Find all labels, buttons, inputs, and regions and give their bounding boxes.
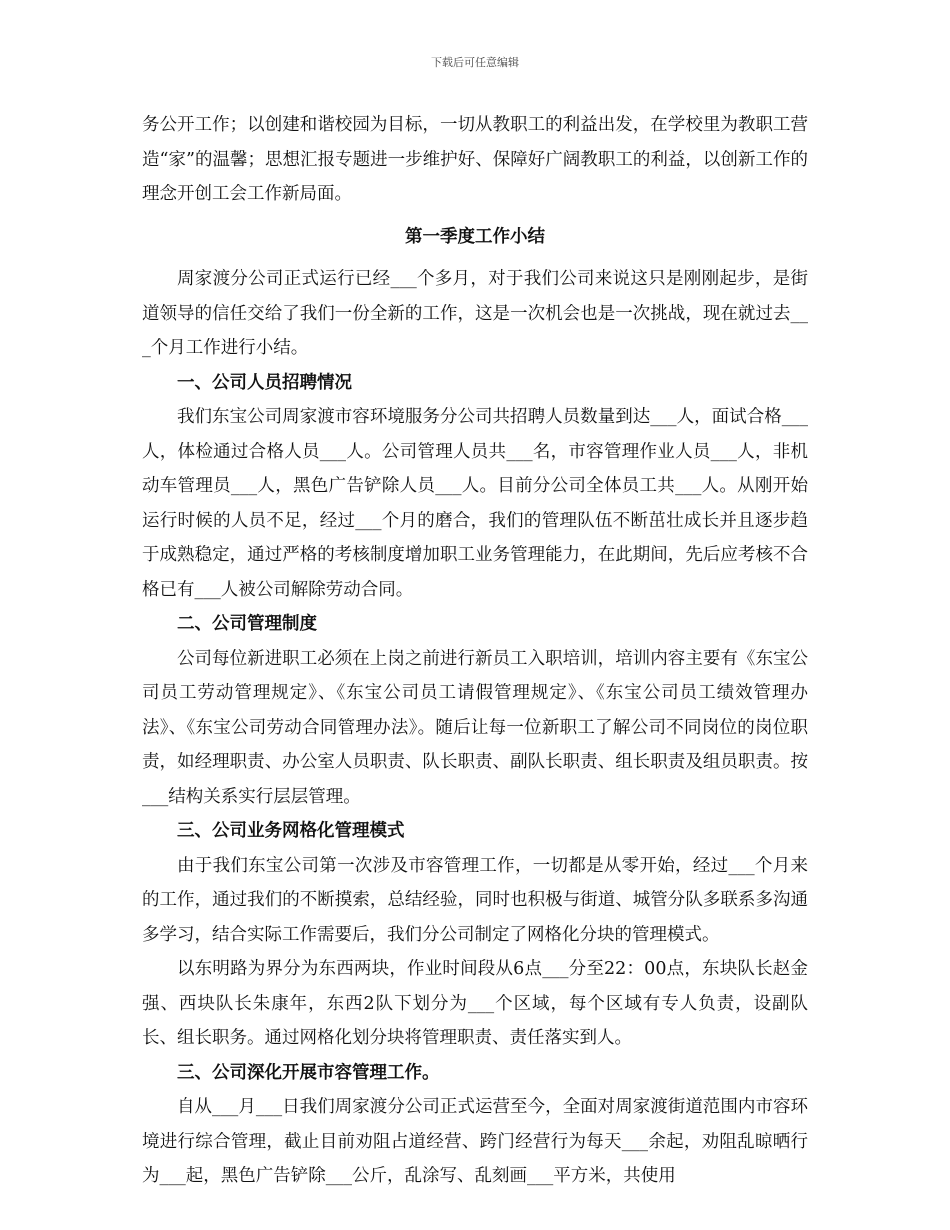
paragraph: 务公开工作；以创建和谐校园为目标，一切从教职工的利益出发，在学校里为教职工营造“家”的温馨；思想汇报专题进一步维护好、保障好广阔教职工的利益，以创新工作的理念开创工会工作新局面。 (142, 115, 808, 204)
paragraph: 自从___月___日我们周家渡分公司正式运营至今，全面对周家渡街道范围内市容环境进行综合管理，截止目前劝阻占道经营、跨门经营行为每天___余起，劝阻乱晾晒行为___起，黑色广告铲除___公斤，乱涂写、乱刻画___平方米，共使用 (142, 1097, 808, 1186)
section-heading: 一、公司人员招聘情况 (177, 372, 352, 393)
section-title: 第一季度工作小结 (405, 226, 545, 247)
section-heading: 三、公司业务网格化管理模式 (177, 821, 405, 841)
paragraph: 周家渡分公司正式运行已经___个多月，对于我们公司来说这只是刚刚起步，是街道领导的信任交给了我们一份全新的工作，这是一次机会也是一次挑战，现在就过去___个月工作进行小结。 (142, 269, 808, 358)
paragraph: 我们东宝公司周家渡市容环境服务分公司共招聘人员数量到达___人，面试合格___人，体检通过合格人员___人。公司管理人员共___名，市容管理作业人员___人，非机动车管理员___人，黑色广告铲除人员___人。目前分公司全体员工共___人。从刚开始运行时候的人员不足，经过___个月的磨合，我们的管理队伍不断茁壮成长并且逐步趋于成熟稳定，通过严格的考核制度增加职工业务管理能力，在此期间，先后应考核不合格已有___人被公司解除劳动合同。 (142, 407, 808, 600)
paragraph: 公司每位新进职工必须在上岗之前进行新员工入职培训，培训内容主要有《东宝公司员工劳动管理规定》、《东宝公司员工请假管理规定》、《东宝公司员工绩效管理办法》、《东宝公司劳动合同管理办法》。随后让每一位新职工了解公司不同岗位的岗位职责，如经理职责、办公室人员职责、队长职责、副队长职责、组长职责及组员职责。按___结构关系实行层层管理。 (142, 648, 808, 807)
paragraph: 以东明路为界分为东西两块，作业时间段从6点___分至22：00点，东块队长赵金强、西块队长朱康年，东西2队下划分为___个区域，每个区域有专人负责，设副队长、组长职务。通过网格化划分块将管理职责、责任落实到人。 (142, 959, 808, 1048)
document-body (142, 108, 808, 1194)
paragraph: 由于我们东宝公司第一次涉及市容管理工作，一切都是从零开始，经过___个月来的工作，通过我们的不断摸索，总结经验，同时也积极与街道、城管分队多联系多沟通多学习，结合实际工作需要后，我们分公司制定了网格化分块的管理模式。 (142, 855, 808, 945)
page-header: 下载后可任意编辑 (431, 56, 519, 69)
section-heading: 三、公司深化开展市容管理工作。 (177, 1062, 440, 1083)
section-heading: 二、公司管理制度 (177, 614, 317, 634)
